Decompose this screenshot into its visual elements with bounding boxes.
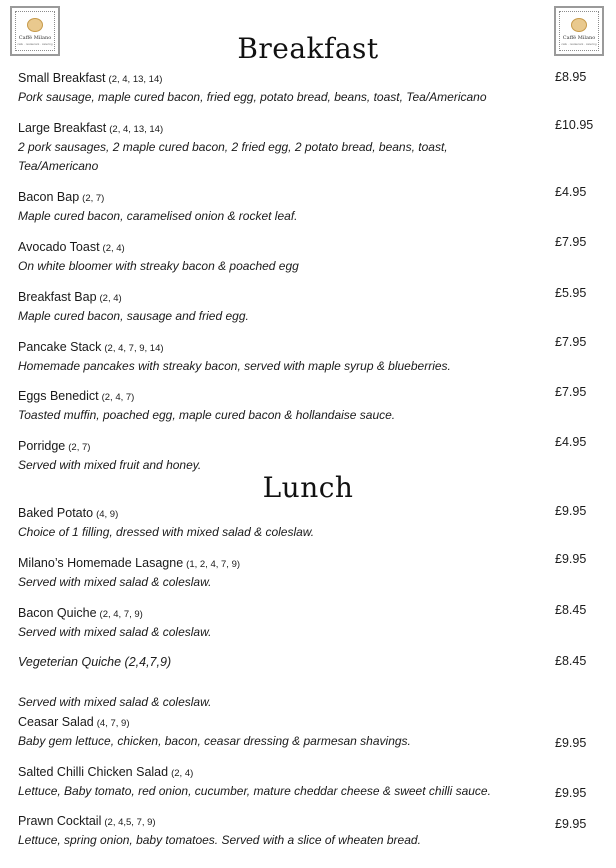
- item-price: £5.95: [555, 286, 587, 300]
- menu-item-vegeterian-quiche: [18, 654, 608, 712]
- menu-item-pancake-stack: [18, 339, 608, 376]
- item-price: £4.95: [555, 185, 587, 199]
- menu-item-large-breakfast: [18, 120, 608, 176]
- item-title: Vegeterian Quiche (2,4,7,9): [18, 655, 172, 669]
- item-price: £9.95: [555, 736, 587, 750]
- item-title: Pancake Stack: [18, 340, 102, 354]
- menu-item-baked-potato: [18, 505, 608, 542]
- item-description: Served with mixed salad & coleslaw.: [18, 625, 212, 639]
- menu-item-bacon-quiche: [18, 605, 608, 642]
- item-title: Avocado Toast: [18, 240, 100, 254]
- item-price: £9.95: [555, 786, 587, 800]
- item-name: [18, 714, 608, 732]
- item-name: [18, 555, 608, 573]
- item-description: Pork sausage, maple cured bacon, fried egg, potato bread, beans, toast, Tea/Americano: [18, 90, 487, 104]
- item-description: On white bloomer with streaky bacon & poached egg: [18, 259, 299, 273]
- item-allergens: (2, 4): [102, 243, 125, 254]
- item-price: £8.45: [555, 654, 587, 668]
- item-allergens: (2, 7): [68, 442, 91, 453]
- logo-tagline: cafe · restaurant · catering: [17, 42, 53, 46]
- item-price: £9.95: [555, 552, 587, 566]
- item-name: [18, 654, 608, 672]
- item-allergens: (2, 4, 13, 14): [108, 74, 163, 85]
- item-allergens: (2, 4, 7): [101, 392, 135, 403]
- logo-brand: Caffé Milano: [562, 35, 596, 41]
- item-name: [18, 70, 608, 88]
- item-name: [18, 289, 608, 307]
- item-name: [18, 189, 608, 207]
- item-description: Homemade pancakes with streaky bacon, served with maple syrup & blueberries.: [18, 359, 451, 373]
- item-allergens: (2, 7): [82, 193, 105, 204]
- item-title: Porridge: [18, 439, 66, 453]
- menu-item-bacon-bap: [18, 189, 608, 226]
- item-description: Toasted muffin, poached egg, maple cured bacon & hollandaise sauce.: [18, 408, 396, 422]
- coffee-cup-icon: [27, 18, 43, 32]
- item-price: £7.95: [555, 385, 587, 399]
- menu-item-small-breakfast: [18, 70, 608, 107]
- item-price: £7.95: [555, 335, 587, 349]
- logo-tagline: cafe · restaurant · catering: [561, 42, 597, 46]
- menu-item-eggs-benedict: [18, 388, 608, 425]
- item-title: Large Breakfast: [18, 121, 107, 135]
- item-title: Ceasar Salad: [18, 715, 94, 729]
- item-title: Eggs Benedict: [18, 389, 99, 403]
- item-title: Breakfast Bap: [18, 290, 97, 304]
- menu-item-lasagne: [18, 555, 608, 592]
- item-allergens: (1, 2, 4, 7, 9): [186, 559, 241, 570]
- menu-item-prawn-cocktail: [18, 813, 608, 850]
- item-name: [18, 505, 608, 523]
- item-description: Choice of 1 filling, dressed with mixed salad & coleslaw.: [18, 525, 315, 539]
- item-price: £9.95: [555, 504, 587, 518]
- item-description: Lettuce, Baby tomato, red onion, cucumber, mature cheddar cheese & sweet chilli sauce.: [18, 784, 491, 798]
- item-allergens: (2, 4, 7, 9): [99, 609, 143, 620]
- lunch-heading: Lunch: [262, 471, 354, 504]
- menu-item-ceasar-salad: [18, 714, 608, 751]
- menu-item-breakfast-bap: [18, 289, 608, 326]
- item-name: [18, 339, 608, 357]
- menu-item-avocado-toast: [18, 239, 608, 276]
- item-price: £8.95: [555, 70, 587, 84]
- item-description: Served with mixed salad & coleslaw.: [18, 575, 212, 589]
- item-description: Maple cured bacon, caramelised onion & rocket leaf.: [18, 209, 298, 223]
- item-allergens: (2, 4,5, 7, 9): [104, 817, 156, 828]
- item-name: [18, 605, 608, 623]
- item-title: Milano’s Homemade Lasagne: [18, 556, 184, 570]
- menu-item-porridge: [18, 438, 608, 475]
- item-allergens: (4, 7, 9): [96, 718, 130, 729]
- item-description: Served with mixed salad & coleslaw.: [18, 695, 212, 709]
- item-description: Maple cured bacon, sausage and fried egg.: [18, 309, 249, 323]
- item-description: Lettuce, spring onion, baby tomatoes. Served with a slice of wheaten bread.: [18, 833, 421, 847]
- item-name: [18, 388, 608, 406]
- coffee-cup-icon: [571, 18, 587, 32]
- item-description: 2 pork sausages, 2 maple cured bacon, 2 fried egg, 2 potato bread, beans, toast, Tea/Americano: [18, 140, 448, 173]
- item-title: Bacon Bap: [18, 190, 80, 204]
- item-allergens: (2, 4, 7, 9, 14): [104, 343, 164, 354]
- item-name: [18, 239, 608, 257]
- item-price: £10.95: [555, 118, 594, 132]
- item-name: [18, 120, 608, 138]
- item-price: £7.95: [555, 235, 587, 249]
- breakfast-heading: Breakfast: [237, 32, 379, 65]
- item-allergens: (2, 4, 13, 14): [109, 124, 164, 135]
- item-title: Small Breakfast: [18, 71, 106, 85]
- item-price: £8.45: [555, 603, 587, 617]
- item-description: Baby gem lettuce, chicken, bacon, ceasar dressing & parmesan shavings.: [18, 734, 411, 748]
- item-title: Salted Chilli Chicken Salad: [18, 765, 169, 779]
- item-name: [18, 813, 608, 831]
- item-title: Bacon Quiche: [18, 606, 97, 620]
- item-price: £9.95: [555, 817, 587, 831]
- item-description: Served with mixed fruit and honey.: [18, 458, 202, 472]
- logo-brand: Caffé Milano: [18, 35, 52, 41]
- item-allergens: (2, 4): [171, 768, 194, 779]
- item-name: [18, 764, 608, 782]
- item-allergens: (2, 4): [99, 293, 122, 304]
- item-name: [18, 438, 608, 456]
- item-allergens: (4, 9): [96, 509, 119, 520]
- item-price: £4.95: [555, 435, 587, 449]
- item-title: Prawn Cocktail: [18, 814, 102, 828]
- menu-item-salted-chilli-chicken-salad: [18, 764, 608, 801]
- item-title: Baked Potato: [18, 506, 94, 520]
